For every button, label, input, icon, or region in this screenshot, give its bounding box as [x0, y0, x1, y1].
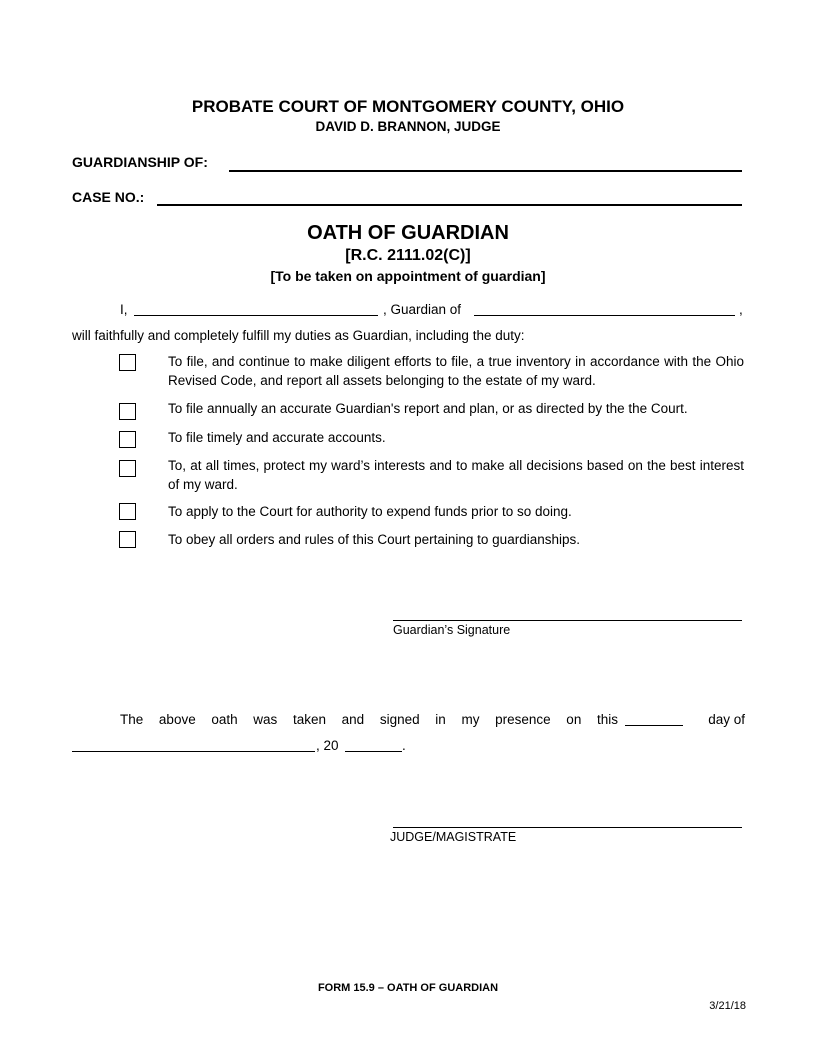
oath-intro: will faithfully and completely fulfill my duties as Guardian, including the duty:	[72, 328, 525, 343]
duty-text-protect: To, at all times, protect my ward’s interests and to make all decisions based on the best interest of my ward.	[168, 458, 744, 492]
duty-text-report: To file annually an accurate Guardian's report and plan, or as directed by the the Court.	[168, 401, 688, 416]
revision-date: 3/21/18	[709, 1000, 746, 1012]
attestation-year-field[interactable]	[345, 739, 402, 752]
judge-name: DAVID D. BRANNON, JUDGE	[315, 119, 501, 134]
form-number: FORM 15.9 – OATH OF GUARDIAN	[317, 982, 499, 994]
guardian-signature-label: Guardian’s Signature	[393, 623, 511, 637]
oath-comma: ,	[739, 302, 743, 317]
case-number-label: CASE NO.:	[72, 189, 145, 205]
duty-text-expend: To apply to the Court for authority to expend funds prior to so doing.	[168, 504, 572, 519]
duty-checkbox-protect[interactable]	[119, 460, 136, 477]
attestation-twenty: , 20	[316, 738, 339, 753]
attestation-period: .	[402, 738, 406, 753]
oath-i: I,	[120, 302, 128, 317]
duty-checkbox-inventory[interactable]	[119, 354, 136, 371]
guardianship-label: GUARDIANSHIP OF:	[72, 154, 208, 170]
oath-guardian-of: , Guardian of	[383, 302, 462, 317]
duty-text-inventory: To file, and continue to make diligent efforts to file, a true inventory in accordance with the Ohio Revised Code, and report all assets belonging to the estate of my ward.	[168, 354, 744, 388]
duty-checkbox-report[interactable]	[119, 403, 136, 420]
duty-checkbox-accounts[interactable]	[119, 431, 136, 448]
case-number-field[interactable]	[157, 204, 742, 206]
attestation-day-field[interactable]	[625, 713, 683, 726]
attestation-text: The above oath was taken and signed in my presence on this	[120, 712, 618, 727]
court-name: PROBATE COURT OF MONTGOMERY COUNTY, OHIO	[191, 97, 625, 116]
ward-name-field[interactable]	[474, 303, 735, 316]
attestation-month-field[interactable]	[72, 739, 315, 752]
duty-text-accounts: To file timely and accurate accounts.	[168, 430, 386, 445]
judge-signature-label: JUDGE/MAGISTRATE	[390, 830, 517, 844]
duty-checkbox-obey[interactable]	[119, 531, 136, 548]
form-title: OATH OF GUARDIAN	[307, 222, 509, 244]
judge-signature-line[interactable]	[393, 827, 742, 828]
statute-reference: [R.C. 2111.02(C)]	[345, 247, 471, 264]
duty-checkbox-expend[interactable]	[119, 503, 136, 520]
guardianship-field[interactable]	[229, 170, 742, 172]
guardian-name-field[interactable]	[134, 303, 378, 316]
attestation-day-of: day of	[708, 712, 745, 727]
guardian-signature-line[interactable]	[393, 620, 742, 621]
duty-text-obey: To obey all orders and rules of this Court pertaining to guardianships.	[168, 532, 580, 547]
form-subtitle: [To be taken on appointment of guardian]	[270, 268, 546, 284]
